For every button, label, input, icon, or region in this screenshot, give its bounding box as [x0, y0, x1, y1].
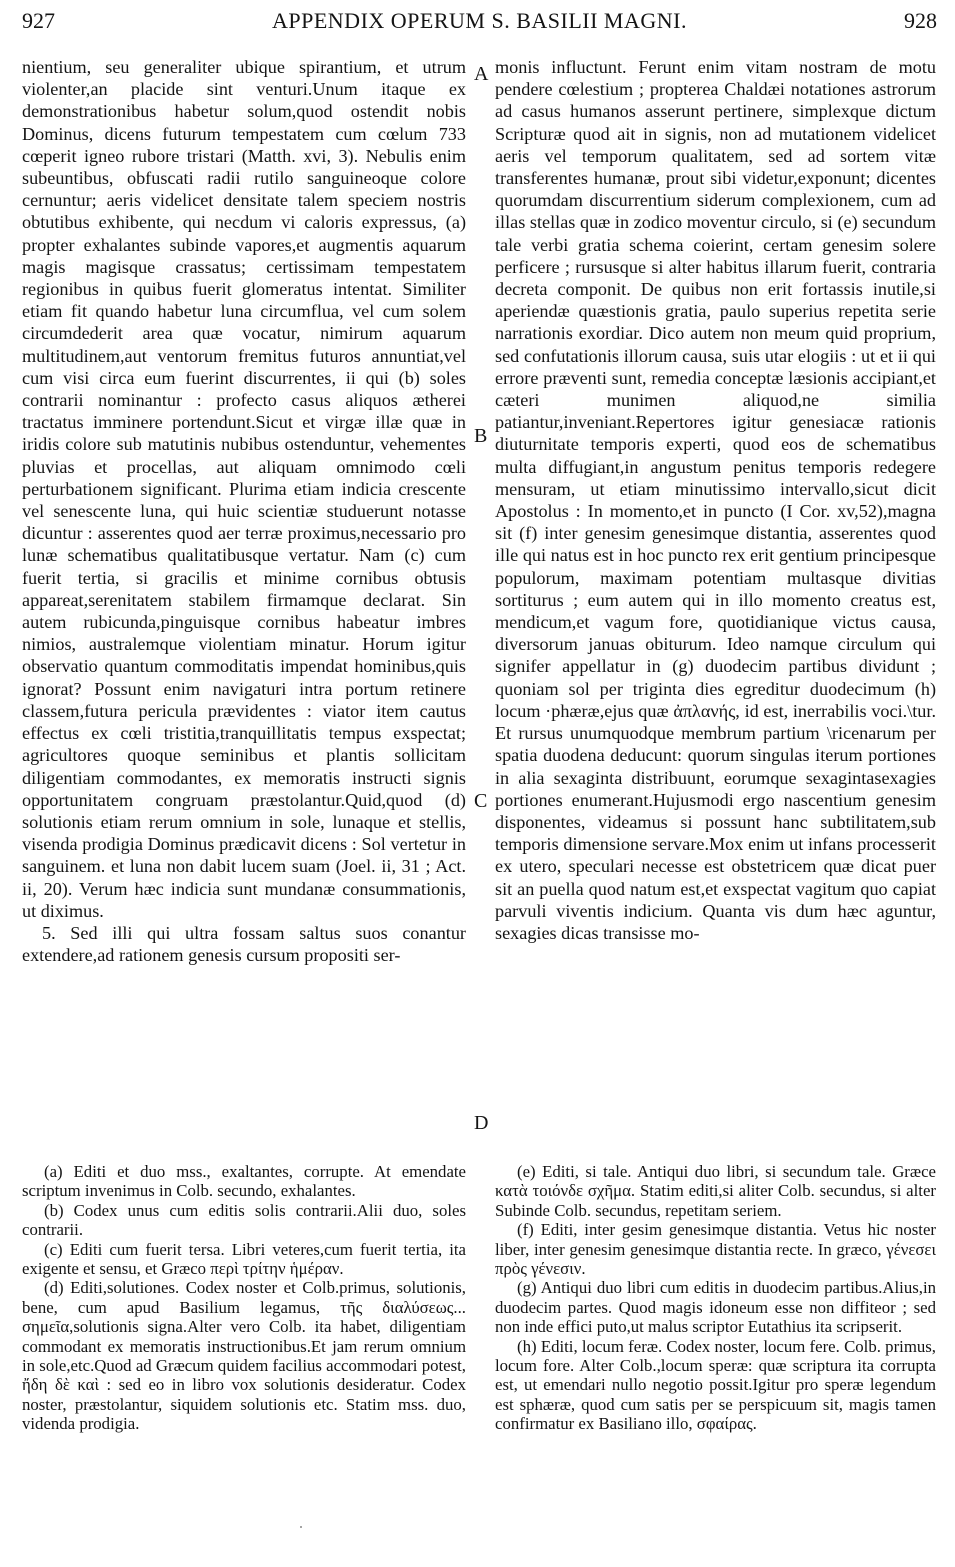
footnote: (a) Editi et duo mss., exaltantes, corrupte. At emendate scriptum invenimus in Colb. secundo, exhalantes.: [22, 1162, 466, 1201]
footnote: (e) Editi, si tale. Antiqui duo libri, si secundum tale. Græce κατὰ τοιόνδε σχῆμα. Statim editi,si aliter Colb. secundus, si alter Subinde Colb. secundus, repetitam seriem.: [495, 1162, 936, 1220]
footnote: (h) Editi, locum feræ. Codex noster, locum fere. Colb. primus, locum fore. Alter Colb.,locum speræ: quæ scriptura ita corrupta est, ut emendari nullo negotio possit.Igitur pro speræ legendum est sphæræ, quod cum satis per se perspicuum sit, magis tamen confirmatur ex Basiliano illo, σφαίρας.: [495, 1336, 936, 1434]
footnotes-right: [495, 1162, 936, 1434]
section-marker-d: D: [474, 1112, 489, 1134]
right-column: [495, 56, 936, 944]
page-number-left: 927: [22, 8, 55, 33]
paragraph: 5. Sed illi qui ultra fossam saltus suos conantur extendere,ad rationem genesis cursum propositi ser-: [22, 922, 466, 966]
page-number-right: 928: [904, 8, 937, 33]
footnote: (g) Antiqui duo libri cum editis in duodecim partibus.Alius,in duodecim partes. Quod magis idoneum esse non diffiteor ; sed non inde effici puto,ut malus scriptor Eutathius ita scripserit.: [495, 1278, 936, 1337]
paragraph: nientium, seu generaliter ubique spirantium, et utrum violenter,an placide sint venturi.Unum itaque ex demonstrationibus habetur solum,quod ostendit nobis Dominus, dicens futurum tempestatem cum cœlum 733 cœperit igneo rubore tristari (Matth. xvi, 3). Nebulis enim subeuntibus, obfuscati radii rutilo sanguineoque colore cernuntur; aeris videlicet densitate talem speciem nostris obtutibus exhibente, qui necdum vi caloris expressus, (a) propter exhalantes subinde vapores,et augmentis aquarum magis magisque crassatus; certissimam tempestatem regionibus in quibus fuerit glomeratus intentat. Similiter etiam fit quando habetur luna circumflua, vel cum solem circumdederit area quæ vocatur, nimirum aquarum multitudinem,aut ventorum fremitus futuros annuntiat,vel cum visi circa eum fuerint discurrentes, ii qui (b) soles contrarii nominantur : profecto casus aliquos ætherei tractatus imminere portendunt.Sicut et virgæ illæ quæ in iridis colore sub matutinis nubibus ostenduntur, vehementes pluvias et procellas, aut aliquam omnimodo cœli perturbationem significant. Plurima etiam indicia crescente vel senescente luna, qui huic scientiæ studuerunt notasse dicuntur : asserentes quod aer terræ proximus,necessario pro lunæ schematibus qualitatibusque vertatur. Nam (c) cum fuerit tertia, si gracilis et minime cornibus obtusis appareat,serenitatem stabilem firmamque declarat. Sin autem rubicunda,pinguisque cornibus habeatur imbres nimios, australemque violentiam minatur. Horum igitur observatio quantum commoditatis impendat hominibus,quis ignorat? Possunt enim navigaturi intra portum retinere classem,futura pericula prævidentes : viator item cautus effectus ex cœli tristitia,tranquillitatis tempus exspectat; agricultores quoque seminibus et plantis sollicitam diligentiam commodantes, ex memoratis instructi signis opportunitatem congruam præstolantur.Quid,quod (d) solutionis etiam rerum omnium in sole, lunaque et stellis, visenda prodigia Dominus prædicavit dicens : Sol vertetur in sanguinem. et luna non dabit lucem suam (Joel. ii, 31 ; Act. ii, 20). Verum hæc indicia sunt mundanæ consummationis, ut diximus.: [22, 57, 466, 921]
running-header: [22, 6, 937, 36]
footnote: (b) Codex unus cum editis solis contrarii.Alii duo, soles contrarii.: [22, 1200, 466, 1240]
page-speck: [300, 1526, 302, 1528]
section-marker-a: A: [474, 63, 489, 85]
section-marker-c: C: [474, 790, 488, 812]
section-marker-b: B: [474, 425, 488, 447]
footnote: (c) Editi cum fuerit tersa. Libri veteres,cum fuerit tertia, ita exigente et sensu, et Græco περὶ τρίτην ἡμέραν.: [22, 1239, 466, 1279]
footnote: (f) Editi, inter gesim genesimque distantia. Vetus hic noster liber, inter genesim genesimque distantia recte. In græco, γένεσει πρὸς γένεσιν.: [495, 1220, 936, 1279]
left-column: [22, 56, 466, 966]
paragraph: monis influctunt. Ferunt enim vitam nostram de motu pendere cœlestium ; propterea Chaldæi notationes astrorum ad casus humanos asserunt pertinere, simplexque dictum Scripturæ quod ait in signis, non ad mutationem videlicet aeris vel temporum qualitatem, sed ad sortem vitæ transferentes humanæ, prout sibi videtur,exponunt; dicentes quorumdam discurrentium siderum complexionem, cum ad illas stellas quæ in zodico moventur circulo, si (e) secundum tale verbi gratia schema coierint, certam genesim solere perficere ; rursusque si alter habitus illarum fuerit, contraria decreta componit. De quibus non erit fortassis inutile,si aperiendæ quæstionis gratia, paulo superius repetita serie narrationis exordiar. Dico autem non meum quid proprium, sed confutationis illorum causa, suis utar elogiis : ut et ii qui errore præventi sunt, remedia conceptæ læsionis accipiant,et cæteri munimen aliquod,ne similia patiantur,inveniant.Repertores igitur genesiacæ rationis diuturnitate temporis experti, quod eos de schematibus multa diffugiant,in angustum penitus temporis redegere mensuram, ut etiam minutissimo intervallo,sicut dicit Apostolus : In momento,et in puncto (I Cor. xv,52),magna sit (f) inter genesim genesimque distantia, asserentes quod ille qui natus est in hoc puncto rex erit gentium principesque populorum, maximam potentiam multasque divitias sortiturus ; eum autem qui in illo momento creatus est, mendicum,et vagum fore, quotidianique victus causa, diversorum januas obiturum. Ideo namque circulum qui signifer appellatur in (g) duodecim partibus dividunt ; quoniam sol per triginta dies egreditur duodecimum (h) locum ·phæræ,ejus quæ ἀπλανής, id est, inerrabilis voci.\tur. Et rursus unumquodque membrum partium \ricenarum per spatia duodena deducunt: quorum singulas iterum portiones in alia sexaginta distribuunt, eorumque sexagintasexagies portiones enumerant.Hujusmodi ergo nascentium genesim disponentes, videamus si possunt hanc subtilitatem,sub temporis dimensione servare.Mox enim ut infans processerit ex utero, speculari necesse est obstetricem quæ dicat puer sit an puella quod natum est,et exspectat vagitum quo capiat parvuli viventis indicium. Quanta vis dum hæc aguntur, sexagies dicas transisse mo-: [495, 57, 936, 943]
footnotes-left: [22, 1162, 466, 1434]
running-title: APPENDIX OPERUM S. BASILII MAGNI.: [272, 8, 687, 33]
footnote: (d) Editi,solutiones. Codex noster et Colb.primus, solutionis, bene, cum apud Basilium legamus, τῆς διαλύσεως... σημεῖα,solutionis signa.Alter vero Colb. ita habet, diligentiam commodant ex memoratis instructionibus.Et jam rerum omnium in sole,etc.Quod ad Græcum quidem facilius accommodari potest, ἤδη δὲ καὶ : sed eo in libro vox solutionis desideratur. Codex noster, præstolantur, siquidem solutionis etc. Statim mss. duo, videnda prodigia.: [22, 1278, 466, 1434]
